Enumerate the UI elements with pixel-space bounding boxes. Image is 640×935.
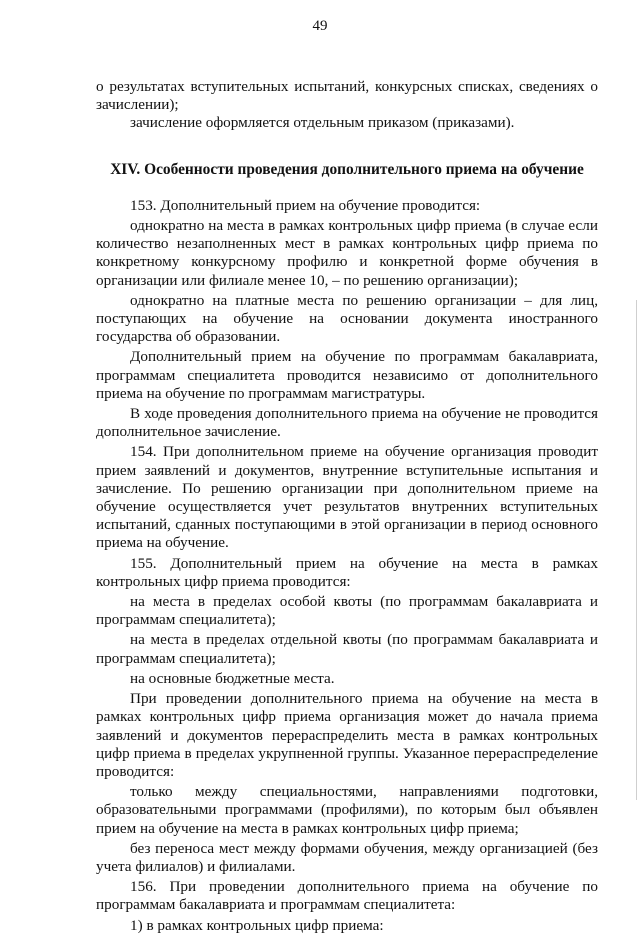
paragraph: 153. Дополнительный прием на обучение проводится:: [130, 196, 481, 214]
paragraph: зачисление оформляется отдельным приказом (приказами).: [130, 114, 515, 132]
paragraph: однократно на места в рамках контрольных цифр приема (в случае если количество незаполненных мест в рамках контрольных цифр приема по конкретному конкурсному профилю и конкретной форме обучения в организации или филиале менее 10, – по решению организации);: [96, 217, 598, 289]
paragraph: 1) в рамках контрольных цифр приема:: [130, 916, 384, 934]
paragraph: на места в пределах особой квоты (по программам бакалавриата и программам специалитета);: [96, 593, 598, 629]
paragraph: 156. При проведении дополнительного приема на обучение по программам бакалавриата и программам специалитета:: [96, 878, 598, 914]
paragraph: на основные бюджетные места.: [130, 669, 335, 687]
paragraph: без переноса мест между формами обучения, между организацией (без учета филиалов) и филиалами.: [96, 839, 598, 875]
paragraph: о результатах вступительных испытаний, конкурсных списках, сведениях о зачислении);: [96, 78, 598, 114]
paragraph: В ходе проведения дополнительного приема на обучение не проводится дополнительное зачисление.: [96, 405, 598, 441]
section-heading: XIV. Особенности проведения дополнительного приема на обучение: [110, 160, 584, 178]
paragraph: только между специальностями, направлениями подготовки, образовательными программами (профилями), по которым был объявлен прием на обучение на места в рамках контрольных цифр приема;: [96, 783, 598, 837]
paragraph: однократно на платные места по решению организации – для лиц, поступающих на обучение на основании документа иностранного государства об образовании.: [96, 291, 598, 346]
paragraph: При проведении дополнительного приема на обучение на места в рамках контрольных цифр приема организация может до начала приема заявлений и документов перераспределить места в рамках контрольных цифр приема в пределах укрупненной группы. Указанное перераспределение проводится:: [96, 690, 598, 780]
page-number: 49: [312, 18, 328, 34]
paragraph: на места в пределах отдельной квоты (по программам бакалавриата и программам специалитета);: [96, 631, 598, 667]
paragraph: Дополнительный прием на обучение по программам бакалавриата, программам специалитета проводится независимо от дополнительного приема на обучение по программам магистратуры.: [96, 348, 598, 402]
document-body: [96, 78, 598, 935]
paragraph: 154. При дополнительном приеме на обучение организация проводит прием заявлений и документов, внутренние вступительные испытания и зачисление. По решению организации при дополнительном приеме на обучение осуществляется учет результатов внутренних вступительных испытаний, сданных поступающими в этой организации в период основного приема на обучение.: [96, 443, 598, 552]
paragraph: 155. Дополнительный прием на обучение на места в рамках контрольных цифр приема проводится:: [96, 554, 598, 590]
scan-edge-line: [636, 300, 637, 800]
